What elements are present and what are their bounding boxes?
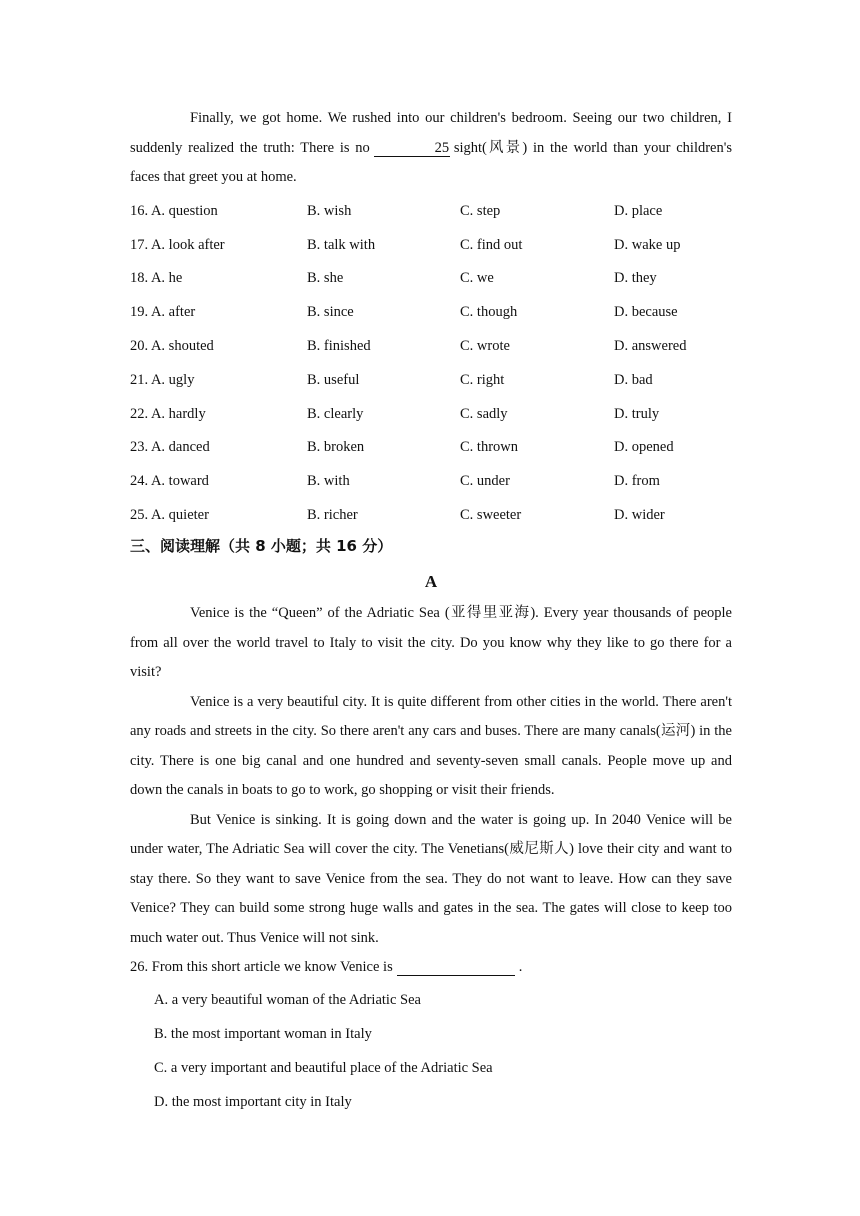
- option-c: C. right: [460, 371, 505, 388]
- option-a: 25. A. quieter: [130, 507, 209, 524]
- option-b: B. she: [307, 270, 344, 287]
- question-26-choice-a: A. a very beautiful woman of the Adriatic Sea: [154, 991, 421, 1008]
- option-a: 22. A. hardly: [130, 405, 206, 422]
- option-c: C. step: [460, 202, 501, 219]
- option-row: [130, 465, 732, 499]
- option-d: D. because: [614, 304, 678, 321]
- option-d: D. place: [614, 202, 663, 219]
- option-a: 19. A. after: [130, 304, 196, 321]
- option-row: [130, 499, 732, 533]
- option-b: B. since: [307, 304, 354, 321]
- question-26-blank: [397, 959, 515, 976]
- article-paragraph-2: Venice is a very beautiful city. It is quite different from other cities in the world. There aren't any roads and streets in the city. So there aren't any cars and buses. There are many canals(运河) in the city. There is one big canal and one hundred and seventy-seven small canals. People move up and down the canals in boats to go to work, go shopping or visit their friends.: [130, 693, 732, 799]
- option-b: B. wish: [307, 202, 352, 219]
- question-26: [130, 953, 732, 983]
- passage-text-before-blank: Finally, we got home. We rushed into our children's bedroom. Seeing our two children, I suddenly realized the truth: There is no: [130, 110, 732, 156]
- option-b: B. richer: [307, 507, 358, 524]
- question-26-choice-c: C. a very important and beautiful place of the Adriatic Sea: [154, 1059, 493, 1076]
- option-b: B. finished: [307, 338, 371, 355]
- option-row: [130, 195, 732, 229]
- option-d: D. from: [614, 473, 660, 490]
- passage-text-after-blank: sight(风景) in the world than your children's faces that greet you at home.: [130, 139, 732, 185]
- option-b: B. with: [307, 473, 350, 490]
- cloze-options: [130, 195, 732, 533]
- article-title: A: [424, 572, 438, 592]
- option-d: D. wider: [614, 507, 665, 524]
- option-c: C. we: [460, 270, 494, 287]
- option-row: [130, 228, 732, 262]
- question-26-stem: 26. From this short article we know Venice is: [130, 959, 393, 976]
- option-d: D. answered: [614, 338, 687, 355]
- option-b: B. talk with: [307, 236, 376, 253]
- option-d: D. truly: [614, 405, 660, 422]
- option-a: 18. A. he: [130, 270, 183, 287]
- option-row: [130, 363, 732, 397]
- option-row: [130, 296, 732, 330]
- option-c: C. wrote: [460, 338, 510, 355]
- option-a: 21. A. ugly: [130, 371, 195, 388]
- section-heading: 三、阅读理解（共 8 小题；共 16 分）: [130, 537, 393, 556]
- option-c: C. under: [460, 473, 510, 490]
- option-d: D. bad: [614, 371, 653, 388]
- option-a: 17. A. look after: [130, 236, 225, 253]
- option-d: D. opened: [614, 439, 674, 456]
- option-c: C. sweeter: [460, 507, 522, 524]
- option-row: [130, 431, 732, 465]
- option-b: B. clearly: [307, 405, 364, 422]
- option-a: 23. A. danced: [130, 439, 210, 456]
- option-row: [130, 330, 732, 364]
- option-c: C. though: [460, 304, 518, 321]
- option-a: 16. A. question: [130, 202, 218, 219]
- question-26-end: .: [518, 959, 523, 976]
- question-26-choice-d: D. the most important city in Italy: [154, 1093, 352, 1110]
- option-c: C. thrown: [460, 439, 518, 456]
- option-row: [130, 397, 732, 431]
- question-26-choice-b: B. the most important woman in Italy: [154, 1025, 372, 1042]
- option-a: 24. A. toward: [130, 473, 209, 490]
- option-row: [130, 262, 732, 296]
- blank-25: 25: [374, 140, 450, 157]
- option-c: C. sadly: [460, 405, 508, 422]
- option-a: 20. A. shouted: [130, 338, 214, 355]
- article-paragraph-3: But Venice is sinking. It is going down and the water is going up. In 2040 Venice will be under water, The Adriatic Sea will cover the city. The Venetians(威尼斯人) love their city and want to stay there. So they want to save Venice from the sea. They do not want to leave. How can they save Venice? They can build some strong huge walls and gates in the sea. The gates will close to keep too much water out. Thus Venice will not sink.: [130, 811, 732, 946]
- page-content: [130, 104, 732, 1119]
- article-paragraph-1: Venice is the “Queen” of the Adriatic Sea (亚得里亚海). Every year thousands of people from all over the world travel to Italy to visit the city. Do you know why they like to go there for a visit?: [130, 605, 732, 681]
- passage-final-paragraph: [130, 104, 732, 193]
- option-c: C. find out: [460, 236, 523, 253]
- option-d: D. wake up: [614, 236, 681, 253]
- option-d: D. they: [614, 270, 657, 287]
- option-b: B. useful: [307, 371, 360, 388]
- option-b: B. broken: [307, 439, 365, 456]
